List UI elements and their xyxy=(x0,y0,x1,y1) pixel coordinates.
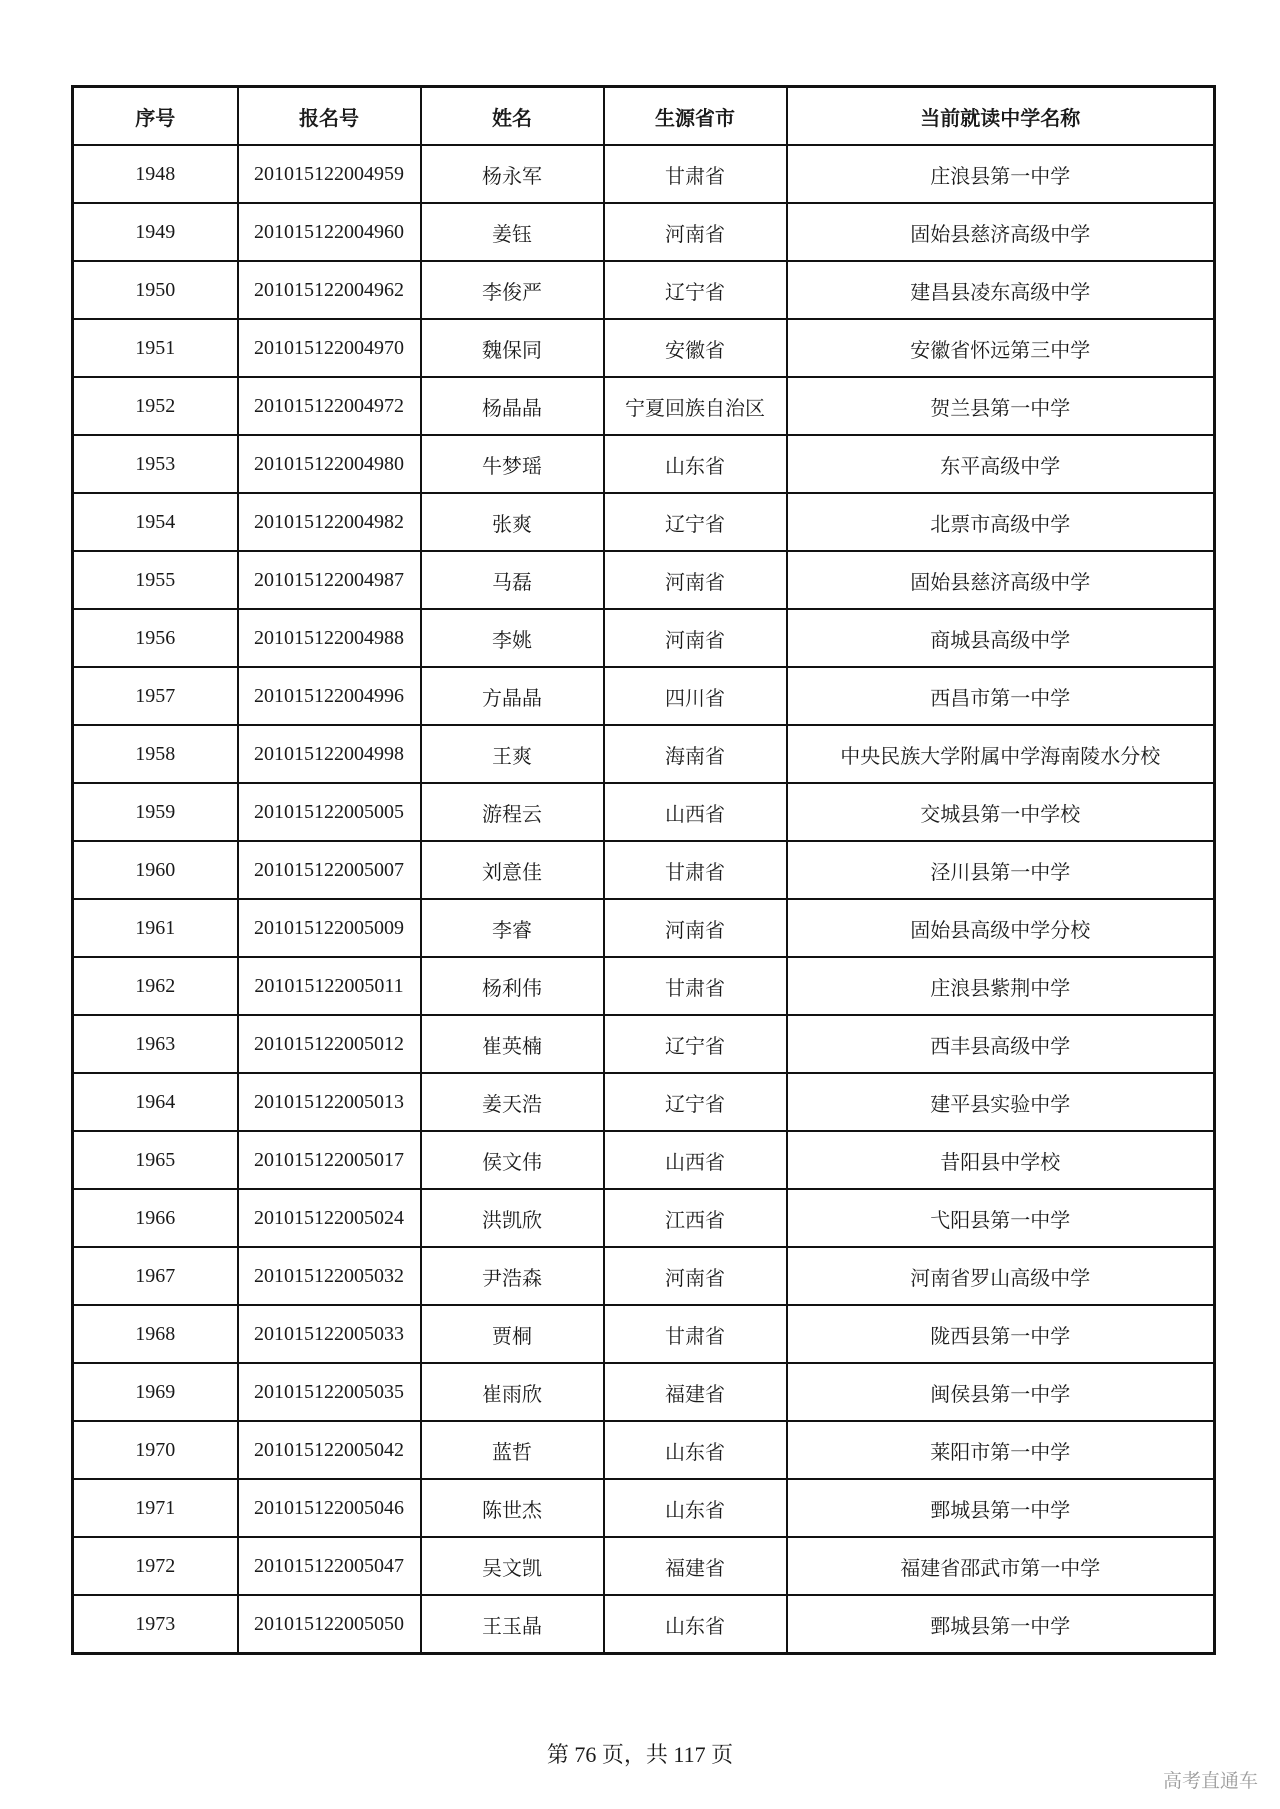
serial-number-cell: 1948 xyxy=(73,145,238,203)
table-row xyxy=(73,957,1215,1015)
name-cell: 崔英楠 xyxy=(421,1015,604,1073)
name-cell: 贾桐 xyxy=(421,1305,604,1363)
table-row xyxy=(73,1537,1215,1595)
school-cell: 莱阳市第一中学 xyxy=(787,1421,1215,1479)
table-row xyxy=(73,1247,1215,1305)
registration-number-cell: 201015122005013 xyxy=(238,1073,421,1131)
registration-number-cell: 201015122005011 xyxy=(238,957,421,1015)
name-cell: 杨利伟 xyxy=(421,957,604,1015)
registration-number-cell: 201015122005009 xyxy=(238,899,421,957)
table-row xyxy=(73,1421,1215,1479)
name-cell: 崔雨欣 xyxy=(421,1363,604,1421)
province-cell: 甘肃省 xyxy=(604,1305,787,1363)
school-cell: 庄浪县第一中学 xyxy=(787,145,1215,203)
name-cell: 王爽 xyxy=(421,725,604,783)
name-cell: 侯文伟 xyxy=(421,1131,604,1189)
table-row xyxy=(73,609,1215,667)
name-cell: 张爽 xyxy=(421,493,604,551)
school-cell: 弋阳县第一中学 xyxy=(787,1189,1215,1247)
table-header-row xyxy=(73,87,1215,146)
registration-number-cell: 201015122004988 xyxy=(238,609,421,667)
registration-number-cell: 201015122005050 xyxy=(238,1595,421,1654)
name-cell: 杨永军 xyxy=(421,145,604,203)
school-cell: 商城县高级中学 xyxy=(787,609,1215,667)
province-cell: 海南省 xyxy=(604,725,787,783)
school-cell: 中央民族大学附属中学海南陵水分校 xyxy=(787,725,1215,783)
serial-number-cell: 1964 xyxy=(73,1073,238,1131)
table-row xyxy=(73,145,1215,203)
table-row xyxy=(73,1363,1215,1421)
watermark-text: 高考直通车 xyxy=(1162,1770,1258,1792)
serial-number-cell: 1958 xyxy=(73,725,238,783)
registration-number-cell: 201015122005032 xyxy=(238,1247,421,1305)
serial-number-cell: 1961 xyxy=(73,899,238,957)
table-row xyxy=(73,319,1215,377)
province-cell: 江西省 xyxy=(604,1189,787,1247)
school-cell: 建平县实验中学 xyxy=(787,1073,1215,1131)
serial-number-cell: 1965 xyxy=(73,1131,238,1189)
province-cell: 河南省 xyxy=(604,551,787,609)
school-cell: 西丰县高级中学 xyxy=(787,1015,1215,1073)
province-cell: 山东省 xyxy=(604,1595,787,1654)
registration-number-cell: 201015122005033 xyxy=(238,1305,421,1363)
serial-number-cell: 1951 xyxy=(73,319,238,377)
registration-number-cell: 201015122004998 xyxy=(238,725,421,783)
province-cell: 山西省 xyxy=(604,783,787,841)
name-cell: 马磊 xyxy=(421,551,604,609)
name-cell: 方晶晶 xyxy=(421,667,604,725)
name-cell: 李姚 xyxy=(421,609,604,667)
registration-number-cell: 201015122005024 xyxy=(238,1189,421,1247)
serial-number-cell: 1966 xyxy=(73,1189,238,1247)
school-cell: 固始县慈济高级中学 xyxy=(787,203,1215,261)
school-cell: 贺兰县第一中学 xyxy=(787,377,1215,435)
registration-number-cell: 201015122004960 xyxy=(238,203,421,261)
province-cell: 河南省 xyxy=(604,1247,787,1305)
registration-number-cell: 201015122004972 xyxy=(238,377,421,435)
name-cell: 姜天浩 xyxy=(421,1073,604,1131)
school-cell: 闽侯县第一中学 xyxy=(787,1363,1215,1421)
school-cell: 交城县第一中学校 xyxy=(787,783,1215,841)
province-cell: 甘肃省 xyxy=(604,841,787,899)
header-school: 当前就读中学名称 xyxy=(787,87,1215,146)
name-cell: 尹浩森 xyxy=(421,1247,604,1305)
province-cell: 福建省 xyxy=(604,1537,787,1595)
province-cell: 福建省 xyxy=(604,1363,787,1421)
name-cell: 吴文凯 xyxy=(421,1537,604,1595)
province-cell: 山东省 xyxy=(604,1421,787,1479)
province-cell: 辽宁省 xyxy=(604,493,787,551)
table-row xyxy=(73,203,1215,261)
serial-number-cell: 1957 xyxy=(73,667,238,725)
serial-number-cell: 1950 xyxy=(73,261,238,319)
serial-number-cell: 1955 xyxy=(73,551,238,609)
serial-number-cell: 1956 xyxy=(73,609,238,667)
name-cell: 王玉晶 xyxy=(421,1595,604,1654)
table-row xyxy=(73,841,1215,899)
serial-number-cell: 1963 xyxy=(73,1015,238,1073)
table-row xyxy=(73,1131,1215,1189)
registration-number-cell: 201015122004996 xyxy=(238,667,421,725)
registration-number-cell: 201015122005005 xyxy=(238,783,421,841)
school-cell: 北票市高级中学 xyxy=(787,493,1215,551)
province-cell: 安徽省 xyxy=(604,319,787,377)
school-cell: 东平高级中学 xyxy=(787,435,1215,493)
province-cell: 辽宁省 xyxy=(604,1015,787,1073)
table-row xyxy=(73,1479,1215,1537)
school-cell: 固始县高级中学分校 xyxy=(787,899,1215,957)
page-footer xyxy=(0,1738,1280,1769)
table-row xyxy=(73,551,1215,609)
name-cell: 蓝哲 xyxy=(421,1421,604,1479)
header-province: 生源省市 xyxy=(604,87,787,146)
school-cell: 泾川县第一中学 xyxy=(787,841,1215,899)
province-cell: 辽宁省 xyxy=(604,261,787,319)
table-body xyxy=(73,145,1215,1654)
table-row xyxy=(73,435,1215,493)
province-cell: 辽宁省 xyxy=(604,1073,787,1131)
table-row xyxy=(73,1305,1215,1363)
school-cell: 鄄城县第一中学 xyxy=(787,1595,1215,1654)
serial-number-cell: 1973 xyxy=(73,1595,238,1654)
table-row xyxy=(73,1595,1215,1654)
registration-number-cell: 201015122004962 xyxy=(238,261,421,319)
table-row xyxy=(73,899,1215,957)
name-cell: 牛梦瑶 xyxy=(421,435,604,493)
table-row xyxy=(73,667,1215,725)
school-cell: 西昌市第一中学 xyxy=(787,667,1215,725)
province-cell: 宁夏回族自治区 xyxy=(604,377,787,435)
header-registration-number: 报名号 xyxy=(238,87,421,146)
school-cell: 福建省邵武市第一中学 xyxy=(787,1537,1215,1595)
table-row xyxy=(73,1189,1215,1247)
footer-prefix: 第 xyxy=(546,1743,569,1768)
table-row xyxy=(73,725,1215,783)
province-cell: 河南省 xyxy=(604,899,787,957)
province-cell: 甘肃省 xyxy=(604,145,787,203)
province-cell: 山东省 xyxy=(604,435,787,493)
name-cell: 陈世杰 xyxy=(421,1479,604,1537)
footer-page-number: 76 xyxy=(574,1742,597,1767)
school-cell: 固始县慈济高级中学 xyxy=(787,551,1215,609)
serial-number-cell: 1960 xyxy=(73,841,238,899)
school-cell: 河南省罗山高级中学 xyxy=(787,1247,1215,1305)
serial-number-cell: 1952 xyxy=(73,377,238,435)
header-serial-number: 序号 xyxy=(73,87,238,146)
serial-number-cell: 1953 xyxy=(73,435,238,493)
registration-number-cell: 201015122005046 xyxy=(238,1479,421,1537)
registration-number-cell: 201015122004970 xyxy=(238,319,421,377)
table-row xyxy=(73,493,1215,551)
name-cell: 魏保同 xyxy=(421,319,604,377)
serial-number-cell: 1968 xyxy=(73,1305,238,1363)
serial-number-cell: 1949 xyxy=(73,203,238,261)
name-cell: 洪凯欣 xyxy=(421,1189,604,1247)
province-cell: 四川省 xyxy=(604,667,787,725)
registration-number-cell: 201015122005042 xyxy=(238,1421,421,1479)
footer-page-total: 117 xyxy=(673,1742,706,1767)
table-row xyxy=(73,1073,1215,1131)
table-row xyxy=(73,783,1215,841)
table-row xyxy=(73,261,1215,319)
serial-number-cell: 1969 xyxy=(73,1363,238,1421)
school-cell: 建昌县凌东高级中学 xyxy=(787,261,1215,319)
registration-number-cell: 201015122004982 xyxy=(238,493,421,551)
serial-number-cell: 1970 xyxy=(73,1421,238,1479)
school-cell: 鄄城县第一中学 xyxy=(787,1479,1215,1537)
name-cell: 游程云 xyxy=(421,783,604,841)
name-cell: 刘意佳 xyxy=(421,841,604,899)
serial-number-cell: 1971 xyxy=(73,1479,238,1537)
province-cell: 山西省 xyxy=(604,1131,787,1189)
serial-number-cell: 1967 xyxy=(73,1247,238,1305)
registration-number-cell: 201015122004980 xyxy=(238,435,421,493)
registration-number-cell: 201015122005047 xyxy=(238,1537,421,1595)
name-cell: 李睿 xyxy=(421,899,604,957)
province-cell: 甘肃省 xyxy=(604,957,787,1015)
school-cell: 陇西县第一中学 xyxy=(787,1305,1215,1363)
serial-number-cell: 1972 xyxy=(73,1537,238,1595)
registration-number-cell: 201015122005012 xyxy=(238,1015,421,1073)
registration-number-cell: 201015122004959 xyxy=(238,145,421,203)
serial-number-cell: 1954 xyxy=(73,493,238,551)
header-name: 姓名 xyxy=(421,87,604,146)
province-cell: 河南省 xyxy=(604,203,787,261)
name-cell: 李俊严 xyxy=(421,261,604,319)
registration-number-cell: 201015122004987 xyxy=(238,551,421,609)
registration-number-cell: 201015122005017 xyxy=(238,1131,421,1189)
serial-number-cell: 1959 xyxy=(73,783,238,841)
registration-number-cell: 201015122005007 xyxy=(238,841,421,899)
serial-number-cell: 1962 xyxy=(73,957,238,1015)
table-row xyxy=(73,1015,1215,1073)
school-cell: 安徽省怀远第三中学 xyxy=(787,319,1215,377)
school-cell: 庄浪县紫荆中学 xyxy=(787,957,1215,1015)
table-row xyxy=(73,377,1215,435)
province-cell: 河南省 xyxy=(604,609,787,667)
province-cell: 山东省 xyxy=(604,1479,787,1537)
footer-suffix: 页 xyxy=(711,1743,734,1768)
footer-mid: 页，共 xyxy=(601,1743,668,1768)
school-cell: 昔阳县中学校 xyxy=(787,1131,1215,1189)
student-roster-table xyxy=(71,85,1216,1655)
name-cell: 杨晶晶 xyxy=(421,377,604,435)
name-cell: 姜钰 xyxy=(421,203,604,261)
registration-number-cell: 201015122005035 xyxy=(238,1363,421,1421)
